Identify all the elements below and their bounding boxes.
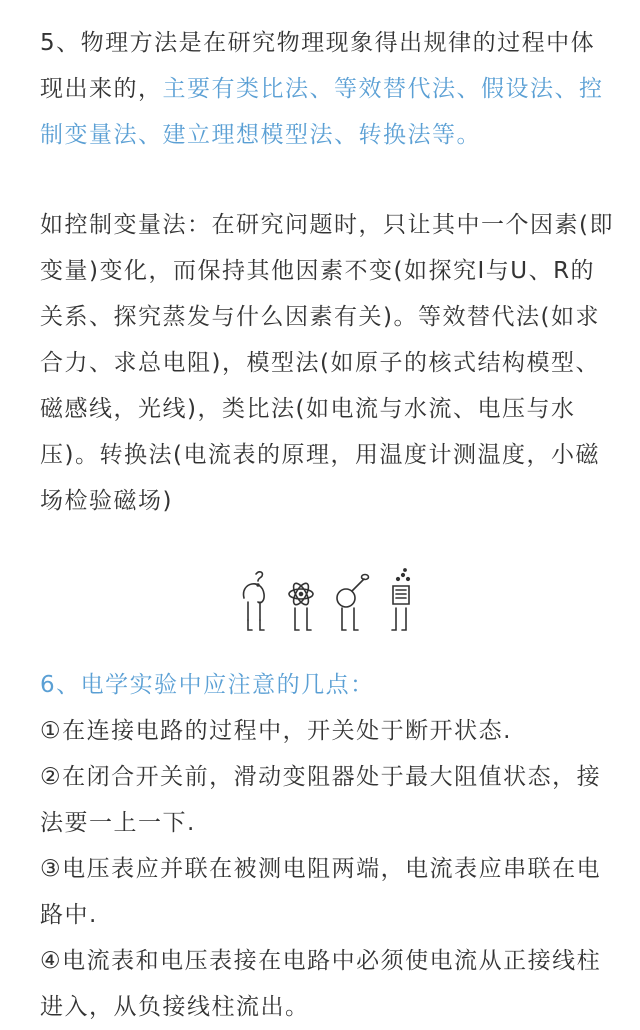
section5-intro: 5、物理方法是在研究物理现象得出规律的过程中体现出来的， xyxy=(40,30,596,102)
person-magnifier-icon xyxy=(332,564,370,634)
section5-highlight: 主要有类比法、等效替代法、假设法、控制变量法、建立理想模型法、转换法等。 xyxy=(40,76,604,148)
list-item: ③电压表应并联在被测电阻两端，电流表应串联在电路中. xyxy=(40,856,602,928)
section5-paragraph xyxy=(40,20,614,158)
person-flask-icon xyxy=(384,564,418,634)
section6-heading: 6、电学实验中应注意的几点： xyxy=(40,672,375,698)
list-item: ④电流表和电压表接在电路中必须使电流从正接线柱进入，从负接线柱流出。 xyxy=(40,948,602,1020)
person-atom-icon xyxy=(284,564,318,634)
person-thinking-icon xyxy=(236,564,270,634)
list-item: ②在闭合开关前，滑动变阻器处于最大阻值状态，接法要一上一下. xyxy=(40,764,602,836)
methods-paragraph: 如控制变量法：在研究问题时，只让其中一个因素(即变量)变化，而保持其他因素不变(如探究I与U、R的关系、探究蒸发与什么因素有关)。等效替代法(如求合力、求总电阻)，模型法(如原子的核式结构模型、磁感线，光线)，类比法(如电流与水流、电压与水压)。转换法(电流表的原理，用温度计测温度，小磁场检验磁场) xyxy=(40,212,614,514)
decorative-divider xyxy=(40,564,614,634)
list-item: ①在连接电路的过程中，开关处于断开状态. xyxy=(40,718,512,744)
